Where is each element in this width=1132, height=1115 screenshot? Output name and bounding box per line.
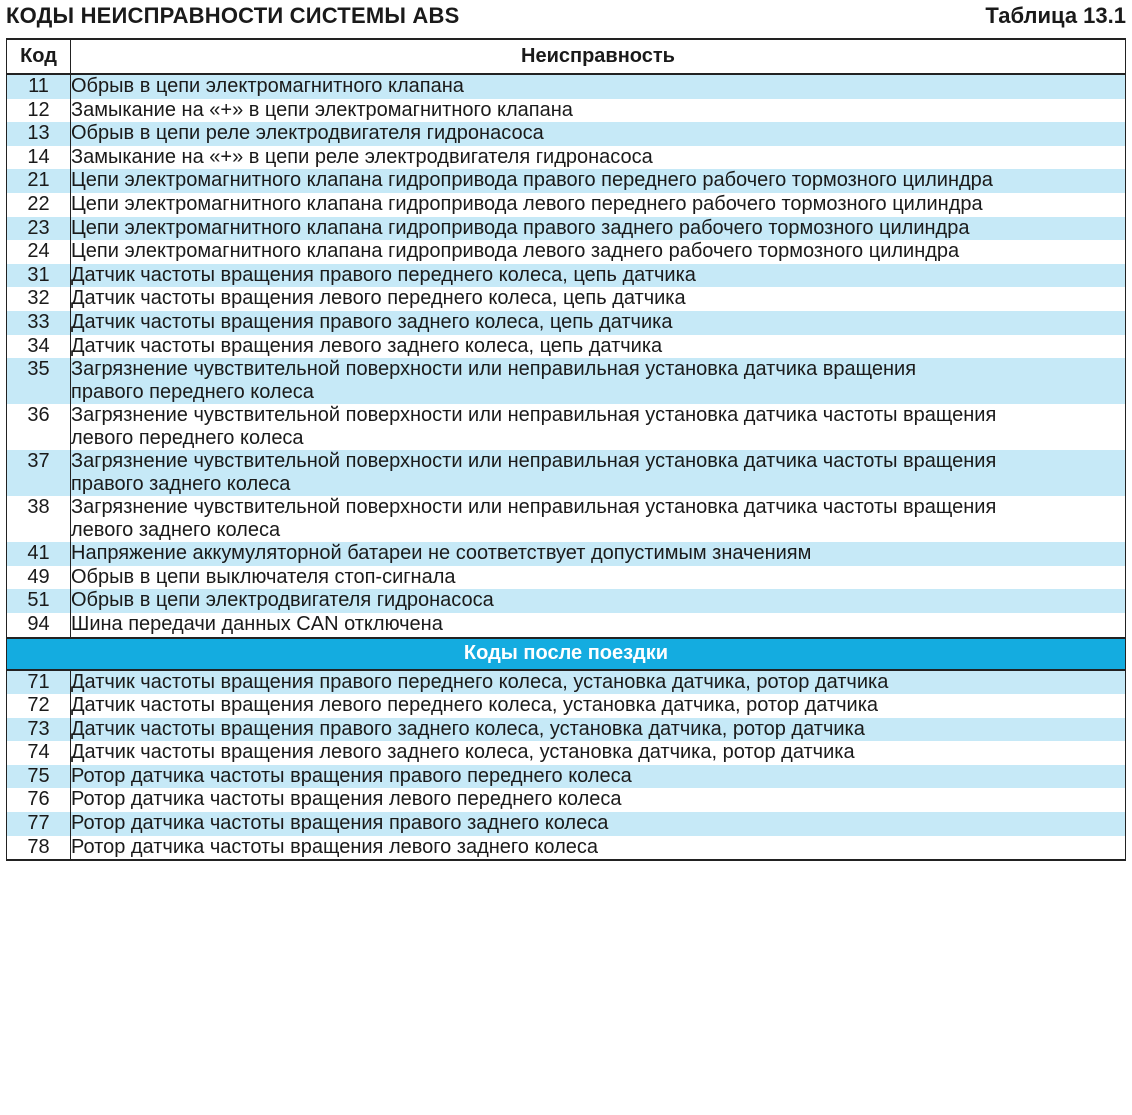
fault-code: 13 [7,122,71,146]
table-row [7,765,1126,789]
after-trip-codes-body [7,670,1126,861]
table-row [7,496,1126,542]
table-row [7,694,1126,718]
fault-description [71,450,1126,496]
table-row [7,718,1126,742]
fault-description-line: Цепи электромагнитного клапана гидропривода левого переднего рабочего тормозного цилиндра [71,192,983,215]
table-row [7,99,1126,123]
fault-code: 77 [7,812,71,836]
table-row [7,741,1126,765]
fault-description-line: Обрыв в цепи электродвигателя гидронасоса [71,589,494,612]
table-row [7,812,1126,836]
fault-description [71,217,1126,241]
fault-code: 23 [7,217,71,241]
fault-description-line: Загрязнение чувствительной поверхности или неправильная установка датчика вращения [71,358,917,381]
fault-description [71,836,1126,861]
fault-description-line: Цепи электромагнитного клапана гидропривода левого заднего рабочего тормозного цилиндра [71,240,960,263]
table-row [7,670,1126,695]
fault-description-line: правого заднего колеса [71,473,291,496]
table-row [7,589,1126,613]
table-row [7,836,1126,861]
fault-description [71,542,1126,566]
fault-description-line: левого переднего колеса [71,427,304,450]
fault-codes-table [6,38,1126,861]
fault-code: 36 [7,404,71,450]
fault-code: 32 [7,287,71,311]
fault-description [71,240,1126,264]
table-row [7,146,1126,170]
table-row [7,169,1126,193]
fault-description [71,335,1126,359]
fault-description-line: Датчик частоты вращения правого переднего колеса, цепь датчика [71,263,696,286]
fault-code: 94 [7,613,71,638]
fault-code: 51 [7,589,71,613]
fault-description-line: Загрязнение чувствительной поверхности или неправильная установка датчика частоты вращения [71,496,997,519]
fault-description [71,718,1126,742]
fault-description-line: Замыкание на «+» в цепи реле электродвигателя гидронасоса [71,145,653,168]
table-row [7,335,1126,359]
fault-description [71,812,1126,836]
fault-code: 14 [7,146,71,170]
fault-description-line: Датчик частоты вращения левого заднего колеса, цепь датчика [71,334,663,357]
fault-description [71,169,1126,193]
fault-description [71,566,1126,590]
fault-code: 37 [7,450,71,496]
fault-description [71,496,1126,542]
fault-description [71,788,1126,812]
fault-description [71,264,1126,288]
table-number: Таблица 13.1 [985,3,1126,28]
table-row [7,358,1126,404]
fault-code: 35 [7,358,71,404]
fault-description [71,193,1126,217]
fault-code: 73 [7,718,71,742]
fault-description-line: Цепи электромагнитного клапана гидропривода правого переднего рабочего тормозного цилиндра [71,169,993,192]
fault-description [71,404,1126,450]
title-bar [6,3,1126,33]
column-header-code: Код [7,39,71,74]
fault-code: 76 [7,788,71,812]
fault-description-line: Ротор датчика частоты вращения левого заднего колеса [71,835,599,858]
section-row [7,638,1126,670]
fault-description-line: Датчик частоты вращения правого заднего колеса, установка датчика, ротор датчика [71,717,865,740]
fault-description [71,613,1126,638]
fault-description-line: Датчик частоты вращения левого переднего колеса, цепь датчика [71,287,686,310]
fault-description [71,74,1126,99]
fault-code: 41 [7,542,71,566]
fault-code: 31 [7,264,71,288]
fault-code: 71 [7,670,71,695]
fault-description-line: Загрязнение чувствительной поверхности или неправильная установка датчика частоты вращения [71,450,997,473]
table-row [7,240,1126,264]
fault-code: 11 [7,74,71,99]
fault-code: 38 [7,496,71,542]
fault-description [71,311,1126,335]
fault-description-line: Ротор датчика частоты вращения левого переднего колеса [71,788,622,811]
fault-code: 74 [7,741,71,765]
table-row [7,566,1126,590]
page-title: КОДЫ НЕИСПРАВНОСТИ СИСТЕМЫ ABS [6,3,460,28]
main-codes-body [7,74,1126,638]
fault-description [71,287,1126,311]
table-header-row [7,39,1126,74]
fault-description-line: Цепи электромагнитного клапана гидропривода правого заднего рабочего тормозного цилиндра [71,216,970,239]
fault-description-line: правого переднего колеса [71,381,314,404]
fault-description-line: Шина передачи данных CAN отключена [71,612,443,635]
table-row [7,217,1126,241]
fault-description [71,589,1126,613]
fault-code: 24 [7,240,71,264]
fault-description [71,765,1126,789]
fault-code: 34 [7,335,71,359]
fault-description-line: Ротор датчика частоты вращения правого заднего колеса [71,812,609,835]
section-title: Коды после поездки [7,638,1126,670]
table-row [7,122,1126,146]
table-row [7,264,1126,288]
fault-code: 78 [7,836,71,861]
fault-description-line: Обрыв в цепи электромагнитного клапана [71,75,464,97]
fault-description [71,358,1126,404]
fault-code: 49 [7,566,71,590]
table-row [7,287,1126,311]
fault-description-line: Датчик частоты вращения правого переднего колеса, установка датчика, ротор датчика [71,670,889,693]
fault-description-line: Датчик частоты вращения левого переднего колеса, установка датчика, ротор датчика [71,694,879,717]
fault-description [71,670,1126,695]
fault-code: 12 [7,99,71,123]
column-header-fault: Неисправность [71,39,1126,74]
fault-description-line: Ротор датчика частоты вращения правого переднего колеса [71,764,632,787]
fault-code: 21 [7,169,71,193]
fault-description-line: левого заднего колеса [71,519,281,542]
fault-description [71,99,1126,123]
table-row [7,311,1126,335]
fault-description [71,146,1126,170]
fault-description [71,694,1126,718]
fault-description [71,741,1126,765]
fault-description-line: Датчик частоты вращения левого заднего колеса, установка датчика, ротор датчика [71,741,855,764]
table-row [7,404,1126,450]
fault-code: 33 [7,311,71,335]
fault-description [71,122,1126,146]
fault-description-line: Замыкание на «+» в цепи электромагнитного клапана [71,98,573,121]
fault-description-line: Загрязнение чувствительной поверхности или неправильная установка датчика частоты вращения [71,404,997,427]
fault-code: 75 [7,765,71,789]
fault-description-line: Напряжение аккумуляторной батареи не соответствует допустимым значениям [71,542,812,565]
fault-code: 22 [7,193,71,217]
table-row [7,74,1126,99]
table-row [7,450,1126,496]
fault-description-line: Датчик частоты вращения правого заднего колеса, цепь датчика [71,310,673,333]
fault-code: 72 [7,694,71,718]
table-row [7,193,1126,217]
fault-description-line: Обрыв в цепи выключателя стоп-сигнала [71,565,456,588]
table-row [7,613,1126,638]
table-row [7,788,1126,812]
fault-description-line: Обрыв в цепи реле электродвигателя гидронасоса [71,122,544,145]
table-row [7,542,1126,566]
